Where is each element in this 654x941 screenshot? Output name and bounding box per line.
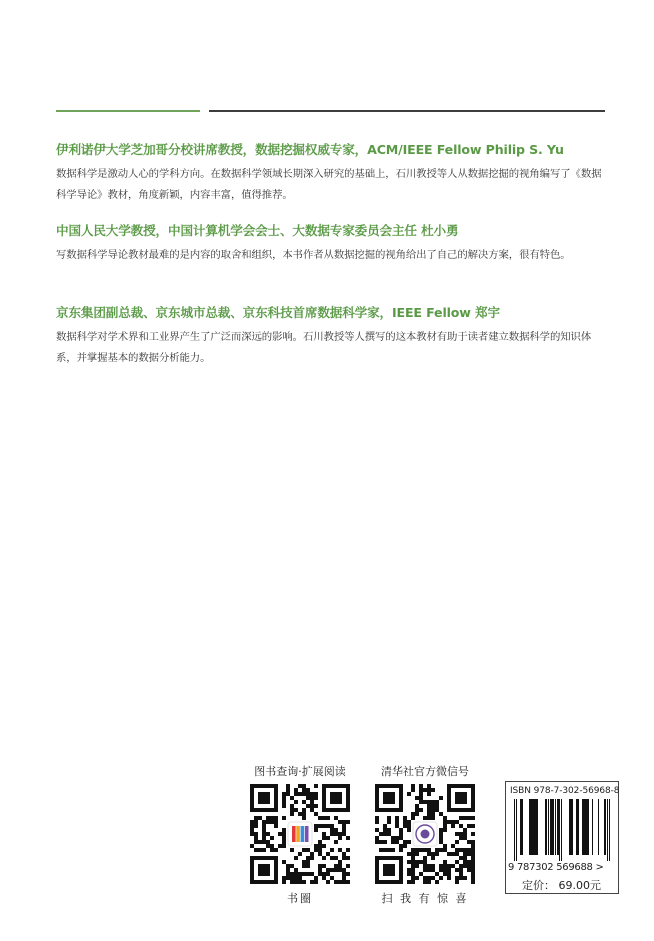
isbn-barcode-box: [505, 781, 619, 894]
qr-caption-bottom: 扫 我 有 惊 喜: [381, 892, 469, 905]
barcode-digits: 9 787302 569688 >: [508, 862, 604, 873]
qr-caption-top: 清华社官方微信号: [381, 765, 469, 778]
qr-code-book-query[interactable]: [250, 784, 350, 884]
endorsement-text: 写数据科学导论教材最难的是内容的取舍和组织，本书作者从数据挖掘的视角给出了自己的解决方案，很有特色。: [56, 249, 571, 261]
endorsement-3: [56, 304, 610, 369]
endorsement-2: [56, 222, 610, 266]
qr-block-wechat: [370, 765, 480, 906]
accent-rule: [56, 110, 200, 112]
book-circle-logo-icon: [288, 822, 312, 846]
qr-caption-bottom: 书圈: [287, 892, 313, 905]
endorsement-text: 数据科学对学术界和工业界产生了广泛而深远的影响。石川教授等人撰写的这本教材有助于读者建立数据科学的知识体系，并掌握基本的数据分析能力。: [56, 331, 592, 364]
endorsement-text: 数据科学是激动人心的学科方向。在数据科学领域长期深入研究的基础上，石川教授等人从数据挖掘的视角编写了《数据科学导论》教材，角度新颖，内容丰富，值得推荐。: [56, 168, 602, 201]
isbn-number: ISBN 978-7-302-56968-8: [510, 786, 620, 796]
endorser-heading: 中国人民大学教授，中国计算机学会会士、大数据专家委员会主任 杜小勇: [56, 223, 459, 238]
qr-code-wechat[interactable]: [375, 784, 475, 884]
divider-rule: [209, 110, 605, 112]
barcode: [510, 799, 614, 861]
price-label: 定价： 69.00元: [522, 879, 601, 892]
tsinghua-press-logo-icon: [413, 822, 437, 846]
qr-caption-top: 图书查询·扩展阅读: [254, 765, 346, 778]
endorser-heading: 伊利诺伊大学芝加哥分校讲席教授，数据挖掘权威专家，ACM/IEEE Fellow Philip S. Yu: [56, 142, 564, 157]
endorser-heading: 京东集团副总裁、京东城市总裁、京东科技首席数据科学家，IEEE Fellow 郑宇: [56, 305, 500, 320]
endorsement-1: [56, 141, 610, 206]
qr-block-book-query: [245, 765, 355, 906]
